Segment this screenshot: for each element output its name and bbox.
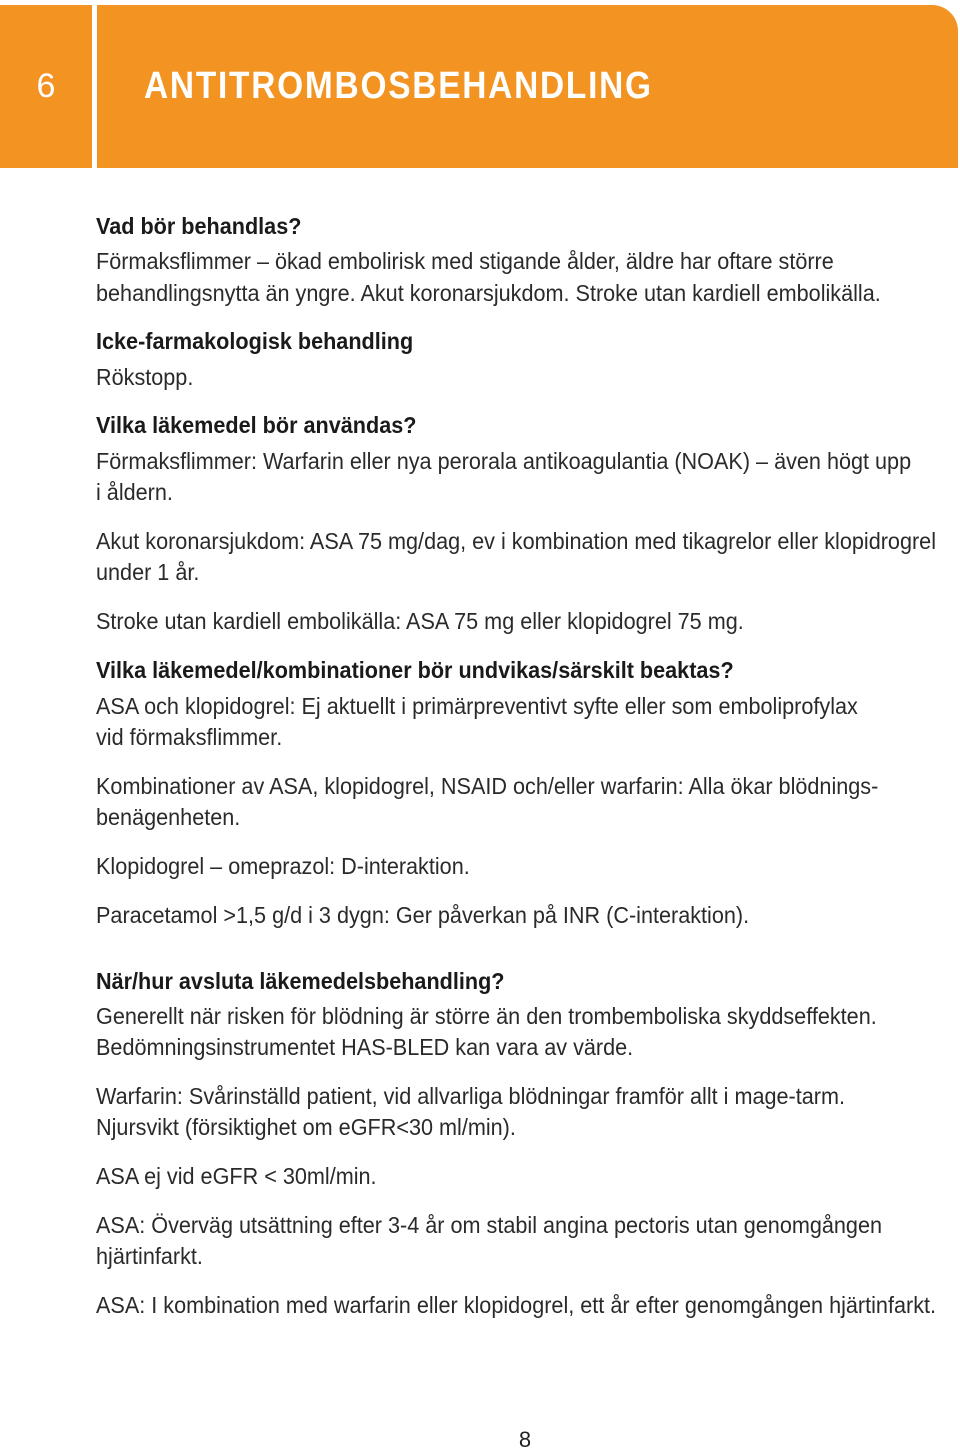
section-heading-avoid: Vilka läkemedel/kombinationer bör undvikas/särskilt beaktas? — [96, 657, 734, 683]
paragraph-line: vid förmaksflimmer. — [96, 724, 283, 750]
section-heading-what: Vad bör behandlas? — [96, 213, 302, 239]
paragraph-line: Paracetamol >1,5 g/d i 3 dygn: Ger påverkan på INR (C-interaktion). — [96, 902, 750, 928]
paragraph-line: Kombinationer av ASA, klopidogrel, NSAID och/eller warfarin: Alla ökar blödnings- — [96, 773, 879, 799]
paragraph-line: Generellt när risken för blödning är större än den trombemboliska skyddseffekten. — [96, 1003, 877, 1029]
paragraph-line: benägenheten. — [96, 804, 241, 830]
paragraph-line: under 1 år. — [96, 559, 200, 585]
section-heading-drugs: Vilka läkemedel bör användas? — [96, 412, 417, 438]
paragraph-line: Akut koronarsjukdom: ASA 75 mg/dag, ev i kombination med tikagrelor eller klopidrogrel — [96, 528, 937, 554]
paragraph-line: Stroke utan kardiell embolikälla: ASA 75 mg eller klopidogrel 75 mg. — [96, 608, 744, 634]
paragraph-line: Rökstopp. — [96, 364, 194, 390]
paragraph-line: ASA: I kombination med warfarin eller klopidogrel, ett år efter genomgången hjärtinfarkt. — [96, 1292, 937, 1318]
paragraph-line: behandlingsnytta än yngre. Akut koronarsjukdom. Stroke utan kardiell embolikälla. — [96, 280, 881, 306]
paragraph-line: ASA ej vid eGFR < 30ml/min. — [96, 1163, 377, 1189]
paragraph-line: Förmaksflimmer: Warfarin eller nya perorala antikoagulantia (NOAK) – även högt upp — [96, 448, 912, 474]
paragraph-line: hjärtinfarkt. — [96, 1243, 203, 1269]
paragraph-line: Warfarin: Svårinställd patient, vid allvarliga blödningar framför allt i mage-tarm. — [96, 1083, 845, 1109]
section-heading-nonpharm: Icke-farmakologisk behandling — [96, 328, 414, 354]
chapter-number: 6 — [36, 67, 56, 105]
section-heading-stop: När/hur avsluta läkemedelsbehandling? — [96, 968, 505, 994]
paragraph-line: Bedömningsinstrumentet HAS-BLED kan vara av värde. — [96, 1034, 634, 1060]
chapter-title-box — [97, 5, 958, 168]
page-number: 8 — [518, 1427, 532, 1452]
paragraph-line: Njursvikt (försiktighet om eGFR<30 ml/min). — [96, 1114, 516, 1140]
chapter-number-box — [0, 5, 92, 168]
paragraph-line: ASA och klopidogrel: Ej aktuellt i primärpreventivt syfte eller som emboliprofylax — [96, 693, 858, 719]
paragraph-line: i åldern. — [96, 479, 173, 505]
chapter-header — [0, 5, 958, 168]
chapter-title: ANTITROMBOSBEHANDLING — [144, 65, 653, 107]
paragraph-line: ASA: Överväg utsättning efter 3-4 år om stabil angina pectoris utan genomgången — [96, 1212, 882, 1238]
paragraph-line: Klopidogrel – omeprazol: D-interaktion. — [96, 853, 470, 879]
paragraph-line: Förmaksflimmer – ökad embolirisk med stigande ålder, äldre har oftare större — [96, 248, 834, 274]
